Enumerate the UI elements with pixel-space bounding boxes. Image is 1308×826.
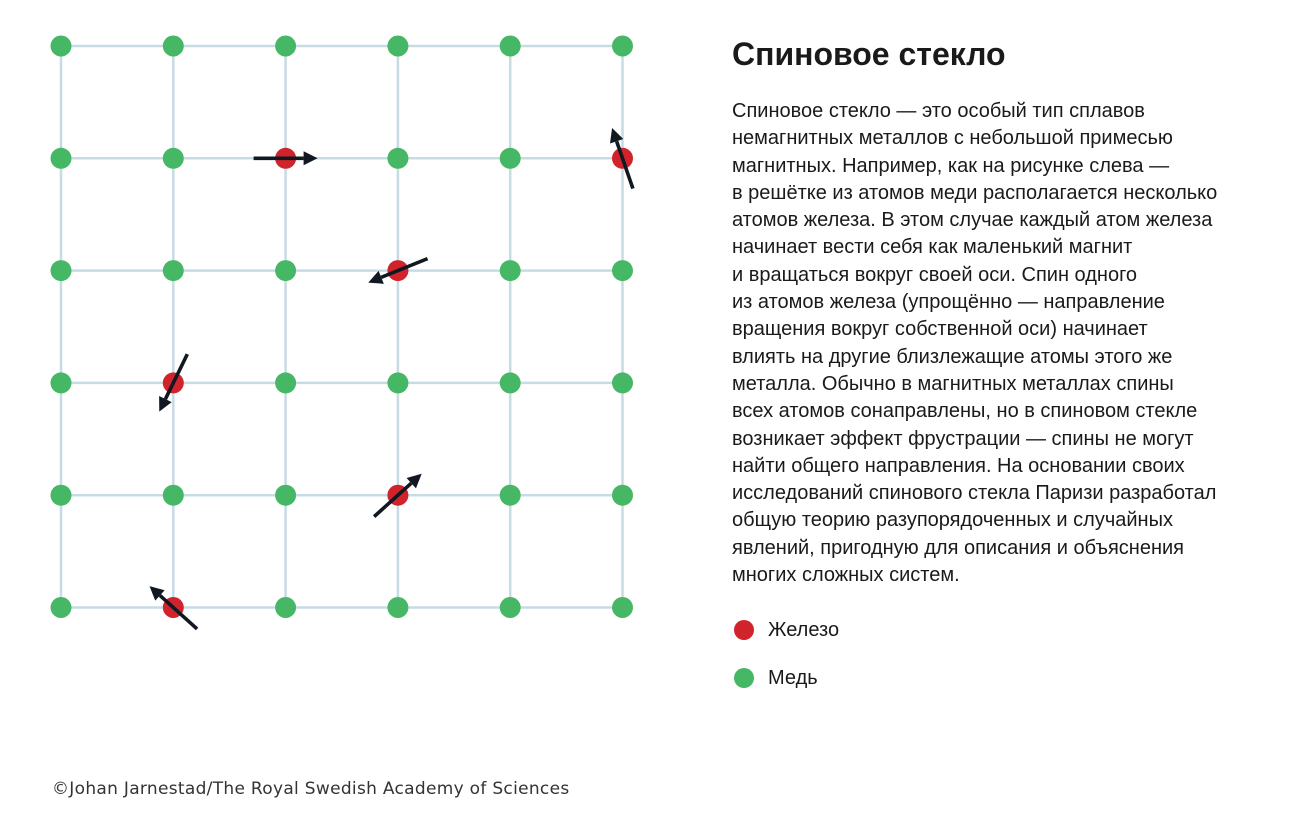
copper-atom (387, 36, 408, 57)
description (732, 98, 1292, 589)
copper-atom (163, 148, 184, 169)
copper-atom (500, 597, 521, 618)
copper-atom (51, 372, 72, 393)
copper-atom (163, 260, 184, 281)
copper-atom (612, 36, 633, 57)
page-title: Спиновое стекло (732, 36, 1006, 72)
description-line: вращения вокруг собственной оси) начинает (732, 318, 1148, 341)
copper-atom (163, 36, 184, 57)
copper-atom (275, 485, 296, 506)
description-line: атомов железа. В этом случае каждый атом железа (732, 209, 1213, 232)
description-line: магнитных. Например, как на рисунке слева — (732, 154, 1170, 177)
copper-atom (51, 597, 72, 618)
copper-atom (275, 36, 296, 57)
legend-item-iron (734, 618, 839, 642)
description-line: влиять на другие близлежащие атомы этого же (732, 345, 1173, 368)
description-line: многих сложных систем. (732, 564, 960, 587)
copper-atom (51, 148, 72, 169)
copper-atom (163, 485, 184, 506)
image-credit: ©Johan Jarnestad/The Royal Swedish Academy of Sciences (52, 779, 570, 799)
copper-atom (612, 485, 633, 506)
legend (734, 618, 839, 714)
copper-atom (500, 372, 521, 393)
copper-atom (275, 597, 296, 618)
copper-atom (51, 36, 72, 57)
lattice-atoms (51, 36, 634, 619)
description-line: исследований спинового стекла Паризи разработал (732, 482, 1217, 505)
description-line: металла. Обычно в магнитных металлах спины (732, 372, 1174, 395)
copper-atom (275, 372, 296, 393)
spin-glass-lattice (0, 0, 680, 680)
copper-atom (51, 260, 72, 281)
copper-atom (387, 372, 408, 393)
legend-label-copper: Медь (768, 666, 818, 689)
description-line: Спиновое стекло — это особый тип сплавов (732, 100, 1145, 122)
description-line: в решётке из атомов меди располагается несколько (732, 181, 1218, 204)
copper-atom (387, 148, 408, 169)
description-line: всех атомов сонаправлены, но в спиновом стекле (732, 400, 1198, 423)
legend-item-copper (734, 666, 839, 690)
copper-atom (612, 597, 633, 618)
iron-atom-icon (734, 620, 754, 640)
description-line: немагнитных металлов с небольшой примесью (732, 127, 1173, 150)
lattice-bonds (61, 46, 623, 608)
copper-atom (500, 36, 521, 57)
copper-atom (612, 372, 633, 393)
copper-atom (275, 260, 296, 281)
copper-atom (500, 260, 521, 281)
description-line: начинает вести себя как маленький магнит (732, 236, 1133, 259)
description-line: общую теорию разупорядоченных и случайных (732, 509, 1173, 532)
copper-atom (500, 148, 521, 169)
description-line: явлений, пригодную для описания и объяснения (732, 536, 1184, 559)
copper-atom (51, 485, 72, 506)
description-line: возникает эффект фрустрации — спины не могут (732, 427, 1194, 450)
copper-atom-icon (734, 668, 754, 688)
copper-atom (612, 260, 633, 281)
description-line: из атомов железа (упрощённо — направление (732, 291, 1165, 314)
description-line: и вращаться вокруг своей оси. Спин одного (732, 263, 1138, 286)
copper-atom (500, 485, 521, 506)
description-line: найти общего направления. На основании своих (732, 454, 1185, 477)
legend-label-iron: Железо (768, 618, 840, 641)
copper-atom (387, 597, 408, 618)
